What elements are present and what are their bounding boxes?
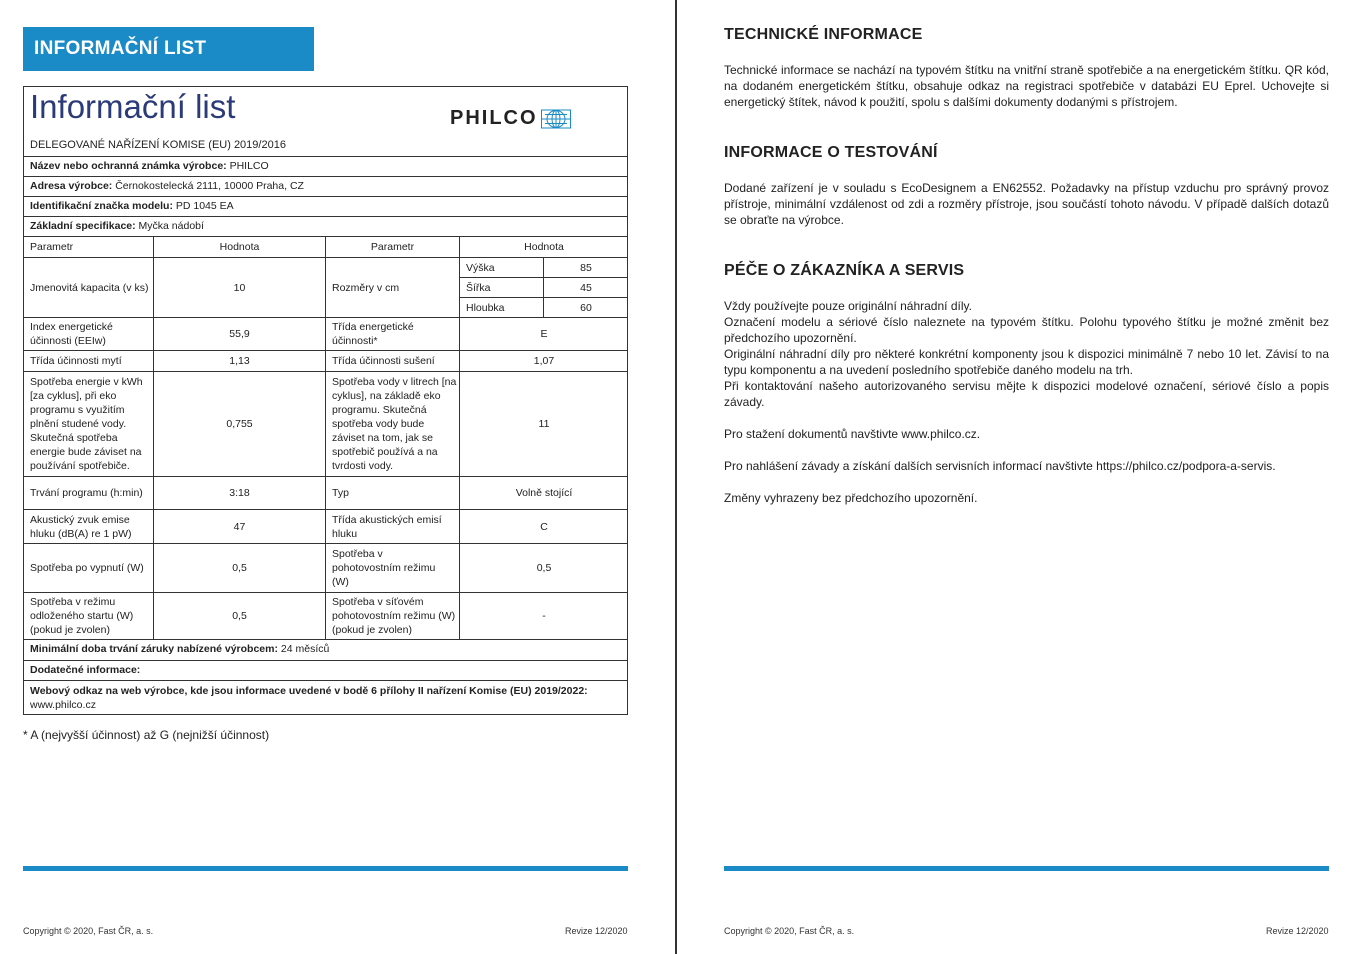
customer-care-text: Vždy používejte pouze originální náhradní díly. Označení modelu a sériové číslo naleznete na typovém štítku. Polohu typového štítku je možné změnit bez předchozího upozornění. Originální náhradní díly pro některé konkrétní komponenty jsou k dispozici minimálně 7 nebo 10 let. Závisí to na typu komponentu a na uvedení posledního spotřebiče daného modelu na trh. Při kontaktování našeho autorizovaného servisu mějte k dispozici modelové označení, sériové číslo a popis závady. xyxy=(724,299,1329,409)
manufacturer-address-row: Adresa výrobce: Černokostelecká 2111, 10000 Praha, CZ xyxy=(30,180,304,192)
energy-class-label: Třída energetické účinnosti* xyxy=(332,321,414,347)
globe-icon xyxy=(541,109,571,129)
warranty-row: Minimální doba trvání záruky nabízené výrobcem: 24 měsíců xyxy=(30,643,330,655)
standby-mode-value: 0,5 xyxy=(536,562,552,574)
technical-info-text: Technické informace se nachází na typovém štítku na vnitřní straně spotřebiče a na energetickém štítku. QR kód, na dodaném energetickém štítku, obsahuje odkaz na registraci spotřebiče v databázi EU Eprel. Uchovejte si energetický štítek, návod k použití, spolu s dalšími dokumenty dodanými s přístrojem. xyxy=(724,63,1329,109)
additional-info-row: Dodatečné informace: xyxy=(30,664,141,676)
technical-info-heading: TECHNICKÉ INFORMACE xyxy=(724,26,923,43)
dimension-height-label: Výška xyxy=(466,261,495,274)
changes-note: Změny vyhrazeny bez předchozího upozornění. xyxy=(724,491,978,505)
network-standby-value: - xyxy=(542,610,546,622)
dimensions-label: Rozměry v cm xyxy=(332,281,400,294)
delay-start-value: 0,5 xyxy=(232,610,247,622)
model-identifier-row: Identifikační značka modelu: PD 1045 EA xyxy=(30,200,234,212)
download-note: Pro stažení dokumentů navštivte www.philco.cz. xyxy=(724,427,981,441)
drying-class-value: 1,07 xyxy=(533,355,555,367)
program-duration-value: 3:18 xyxy=(229,487,250,499)
noise-class-value: C xyxy=(540,520,548,533)
program-duration-label: Trvání programu (h:min) xyxy=(30,487,143,499)
dimension-depth-label: Hloubka xyxy=(466,301,505,314)
philco-logo xyxy=(450,107,571,130)
left-copyright: Copyright © 2020, Fast ČR, a. s. xyxy=(23,926,154,936)
header-value-2: Hodnota xyxy=(524,241,564,253)
right-revision: Revize 12/2020 xyxy=(1266,926,1329,936)
left-footer-rule xyxy=(23,866,628,871)
manufacturer-name-row: Název nebo ochranná známka výrobce: PHILCO xyxy=(30,160,269,172)
testing-info-heading: INFORMACE O TESTOVÁNÍ xyxy=(724,144,938,161)
dimension-width-value: 45 xyxy=(580,281,592,294)
standby-mode-label: Spotřeba v pohotovostním režimu (W) xyxy=(332,548,436,588)
off-mode-label: Spotřeba po vypnutí (W) xyxy=(30,562,144,574)
eei-label: Index energetické účinnosti (EEIw) xyxy=(30,321,113,347)
noise-emission-value: 47 xyxy=(233,520,246,533)
customer-care-heading: PÉČE O ZÁKAZNÍKA A SERVIS xyxy=(724,262,965,279)
regulation-reference: DELEGOVANÉ NAŘÍZENÍ KOMISE (EU) 2019/2016 xyxy=(30,139,286,151)
logo-text: PHILCO xyxy=(450,107,538,129)
sheet-title: Informační list xyxy=(30,88,236,125)
footnote: * A (nejvyšší účinnost) až G (nejnižší účinnost) xyxy=(23,728,270,742)
dimension-depth-value: 60 xyxy=(580,301,592,314)
right-copyright: Copyright © 2020, Fast ČR, a. s. xyxy=(724,926,855,936)
weblink-row: Webový odkaz na web výrobce, kde jsou informace uvedené v bodě 6 přílohy II nařízení Komise (EU) 2019/2022: www.philco.cz xyxy=(30,685,588,711)
delay-start-label: Spotřeba v režimu odloženého startu (W) (pokud je zvolen) xyxy=(30,596,134,636)
eei-value: 55,9 xyxy=(229,328,250,340)
noise-emission-label: Akustický zvuk emise hluku (dB(A) re 1 pW) xyxy=(30,513,132,540)
right-footer-rule xyxy=(724,866,1329,871)
header-parameter-2: Parametr xyxy=(370,241,415,253)
header-value-1: Hodnota xyxy=(219,241,260,253)
off-mode-value: 0,5 xyxy=(232,562,247,574)
capacity-label: Jmenovitá kapacita (v ks) xyxy=(30,281,149,294)
energy-class-value: E xyxy=(540,328,548,340)
header-parameter-1: Parametr xyxy=(30,241,74,253)
report-note: Pro nahlášení závady a získání dalších servisních informací navštivte https://philco.cz/podpora-a-servis. xyxy=(724,459,1276,473)
type-value: Volně stojící xyxy=(515,487,573,499)
dimension-height-value: 85 xyxy=(580,261,592,274)
energy-consumption-value: 0,755 xyxy=(226,418,253,430)
weblink-url[interactable]: www.philco.cz xyxy=(30,699,96,711)
energy-consumption-label: Spotřeba energie v kWh [za cyklus], při eko programu s využitím plnění studené vody. Skutečná spotřeba energie bude záviset na používání spotřebiče. xyxy=(30,376,143,472)
dimension-width-label: Šířka xyxy=(466,281,491,294)
capacity-value: 10 xyxy=(233,281,246,294)
water-consumption-label: Spotřeba vody v litrech [na cyklus], na základě eko programu. Skutečná spotřeba vody bude záviset na tom, jak se spotřebič používá a na tvrdosti vody. xyxy=(332,376,457,472)
basic-spec-row: Základní specifikace: Myčka nádobí xyxy=(30,220,204,232)
network-standby-label: Spotřeba v síťovém pohotovostním režimu (W) (pokud je zvolen) xyxy=(332,596,456,636)
section-header-badge: INFORMAČNÍ LIST xyxy=(23,27,314,71)
type-label: Typ xyxy=(332,487,349,499)
washing-class-value: 1,13 xyxy=(229,355,250,367)
noise-class-label: Třída akustických emisí hluku xyxy=(332,513,442,540)
left-revision: Revize 12/2020 xyxy=(565,926,628,936)
page-divider xyxy=(675,0,677,954)
washing-class-label: Třída účinnosti mytí xyxy=(30,355,122,367)
testing-info-text: Dodané zařízení je v souladu s EcoDesignem a EN62552. Požadavky na přístup vzduchu pro správný provoz přístroje, minimální vzdálenost od zdi a rozměry přístroje, jsou součástí tohoto návodu. V případě dalších dotazů se obraťte na výrobce. xyxy=(724,181,1329,227)
drying-class-label: Třída účinnosti sušení xyxy=(332,355,435,367)
water-consumption-value: 11 xyxy=(538,418,550,430)
